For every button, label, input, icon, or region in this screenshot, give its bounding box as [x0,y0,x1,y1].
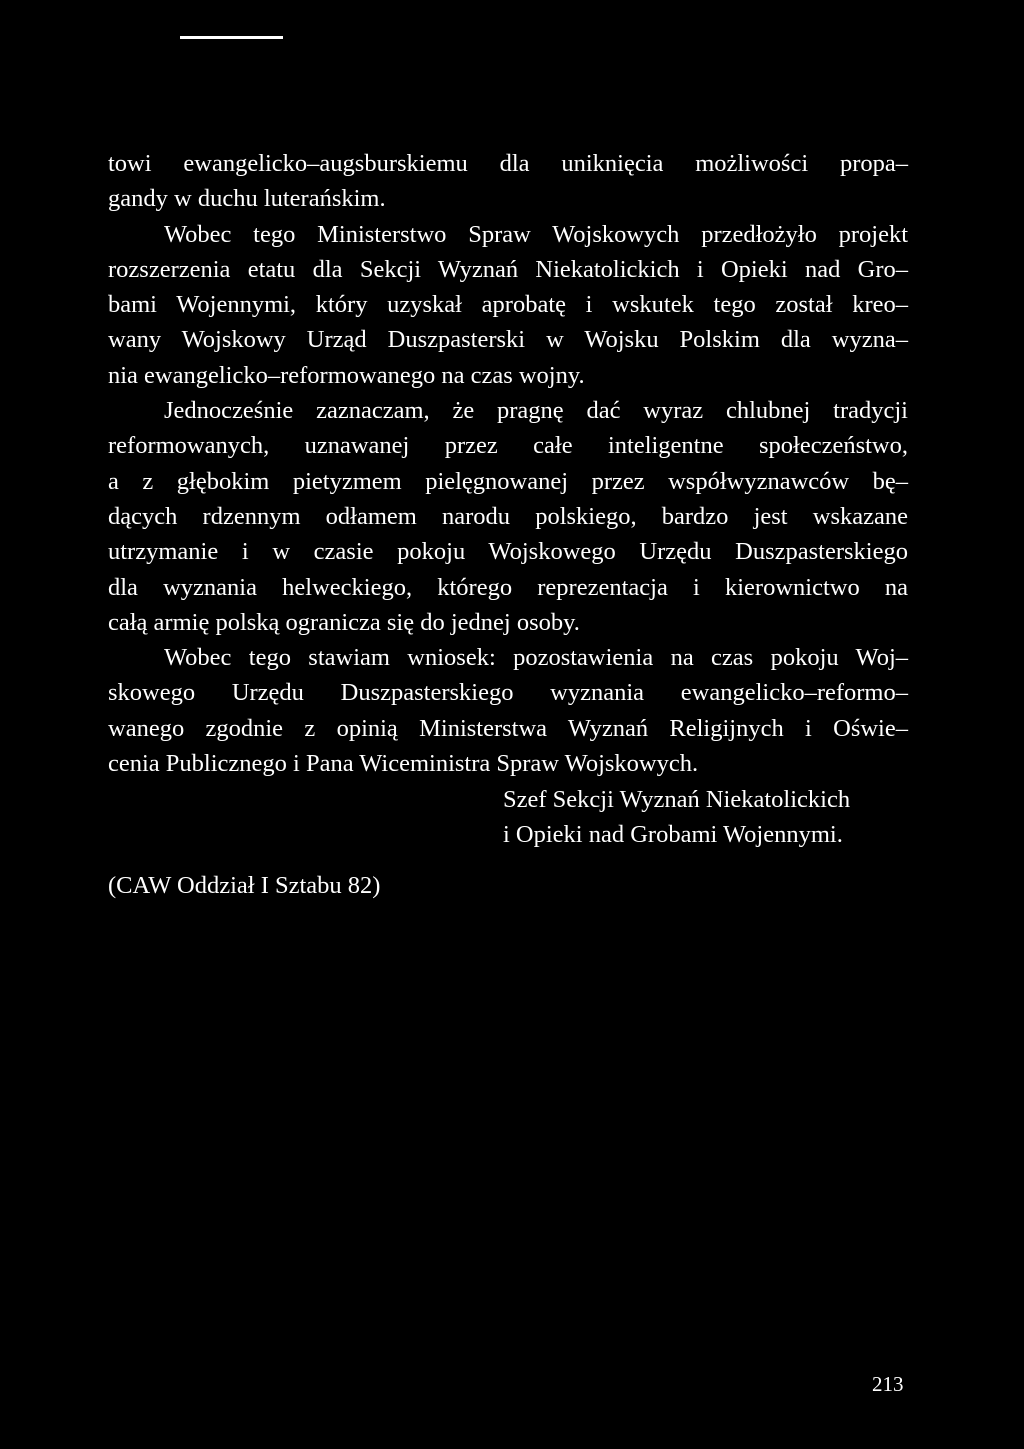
archive-source: (CAW Oddział I Sztabu 82) [108,872,381,899]
signature-line: Szef Sekcji Wyznań Niekatolickich [503,786,851,813]
text-line: całą armię polską ogranicza się do jednej osoby. [108,608,580,636]
signature-block [503,782,850,853]
text-line: wany Wojskowy Urząd Duszpasterski w Wojsku Polskim dla wyzna– [108,326,908,354]
text-line: towi ewangelicko–augsburskiemu dla uniknięcia możliwości propa– [108,150,908,177]
text-line: skowego Urzędu Duszpasterskiego wyznania ewangelicko–reformo– [108,679,908,707]
text-line: utrzymanie i w czasie pokoju Wojskowego Urzędu Duszpasterskiego [108,538,908,566]
text-line: reformowanych, uznawanej przez całe inteligentne społeczeństwo, [108,432,908,460]
text-line: rozszerzenia etatu dla Sekcji Wyznań Niekatolickich i Opieki nad Gro– [108,255,908,283]
text-line: dla wyznania helweckiego, którego reprezentacja i kierownictwo na [108,573,908,601]
document-body [108,146,908,781]
page-number: 213 [872,1372,904,1396]
text-line: bami Wojennymi, który uzyskał aprobatę i wskutek tego został kreo– [108,291,908,319]
text-line: Wobec tego stawiam wniosek: pozostawienia na czas pokoju Woj– [164,644,908,672]
text-line: a z głębokim pietyzmem pielęgnowanej przez współwyznawców bę– [108,467,908,495]
text-line: dących rdzennym odłamem narodu polskiego, bardzo jest wskazane [108,502,908,530]
text-line: nia ewangelicko–reformowanego na czas wojny. [108,361,585,389]
text-line: Wobec tego Ministerstwo Spraw Wojskowych przedłożyło projekt [164,220,908,248]
top-rule [180,36,283,39]
text-line: cenia Publicznego i Pana Wiceministra Spraw Wojskowych. [108,750,699,778]
text-line: Jednocześnie zaznaczam, że pragnę dać wyraz chlubnej tradycji [164,397,908,425]
text-line: gandy w duchu luterańskim. [108,185,386,213]
signature-line: i Opieki nad Grobami Wojennymi. [503,821,843,849]
text-line: wanego zgodnie z opinią Ministerstwa Wyznań Religijnych i Oświe– [108,714,908,742]
